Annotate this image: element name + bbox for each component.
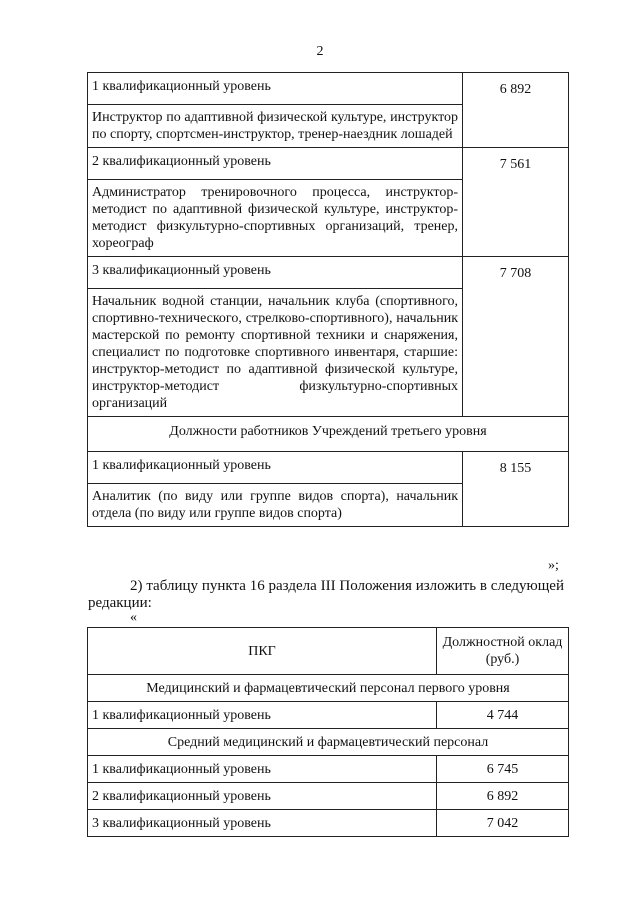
position-list: Инструктор по адаптивной физической культуре, инструктор по спорту, спортсмен-инструктор, тренер-наездник лошадей <box>88 105 463 148</box>
closing-quote: »; <box>548 558 559 573</box>
qualification-level: 3 квалификационный уровень <box>88 257 463 289</box>
table-row <box>88 417 569 452</box>
table-row <box>88 783 569 810</box>
table-row <box>88 756 569 783</box>
opening-quote: « <box>130 610 137 625</box>
section-header: Должности работников Учреждений третьего уровня <box>88 417 569 452</box>
section-header: Медицинский и фармацевтический персонал первого уровня <box>88 675 569 702</box>
table-row <box>88 675 569 702</box>
table-header-row <box>88 628 569 675</box>
salary-value: 6 892 <box>463 73 569 148</box>
qualification-level: 1 квалификационный уровень <box>88 756 437 783</box>
table-row <box>88 73 569 105</box>
column-header-pkg: ПКГ <box>88 628 437 675</box>
table-row <box>88 452 569 484</box>
salary-value: 7 708 <box>463 257 569 417</box>
salary-value: 7 042 <box>437 810 569 837</box>
column-header-salary: Должностной оклад (руб.) <box>437 628 569 675</box>
salary-value: 6 745 <box>437 756 569 783</box>
section-header: Средний медицинский и фармацевтический персонал <box>88 729 569 756</box>
staff-positions-table <box>87 72 569 527</box>
salary-value: 7 561 <box>463 148 569 257</box>
position-list: Администратор тренировочного процесса, инструктор-методист по адаптивной физической культуре, инструктор-методист физкультурно-спортивных организаций, тренер, хореограф <box>88 180 463 257</box>
qualification-level: 1 квалификационный уровень <box>88 702 437 729</box>
qualification-level: 1 квалификационный уровень <box>88 73 463 105</box>
position-list: Начальник водной станции, начальник клуба (спортивного, спортивно-технического, стрелково-спортивного), начальник мастерской по ремонту спортивной техники и снаряжения, специалист по подготовке спортивного инвентаря, старшие: инструктор-методист по адаптивной физической культуре, инструктор-методист физкультурно-спортивных организаций <box>88 289 463 417</box>
table-row <box>88 729 569 756</box>
table-row <box>88 148 569 180</box>
salary-value: 4 744 <box>437 702 569 729</box>
qualification-level: 2 квалификационный уровень <box>88 148 463 180</box>
salary-value: 6 892 <box>437 783 569 810</box>
medical-staff-table <box>87 627 569 837</box>
page-number: 2 <box>316 44 324 59</box>
qualification-level: 2 квалификационный уровень <box>88 783 437 810</box>
instruction-paragraph: 2) таблицу пункта 16 раздела III Положения изложить в следующей редакции: <box>88 578 564 611</box>
qualification-level: 1 квалификационный уровень <box>88 452 463 484</box>
table-row <box>88 257 569 289</box>
qualification-level: 3 квалификационный уровень <box>88 810 437 837</box>
table-row <box>88 702 569 729</box>
salary-value: 8 155 <box>463 452 569 527</box>
position-list: Аналитик (по виду или группе видов спорта), начальник отдела (по виду или группе видов спорта) <box>88 484 463 527</box>
table-row <box>88 810 569 837</box>
